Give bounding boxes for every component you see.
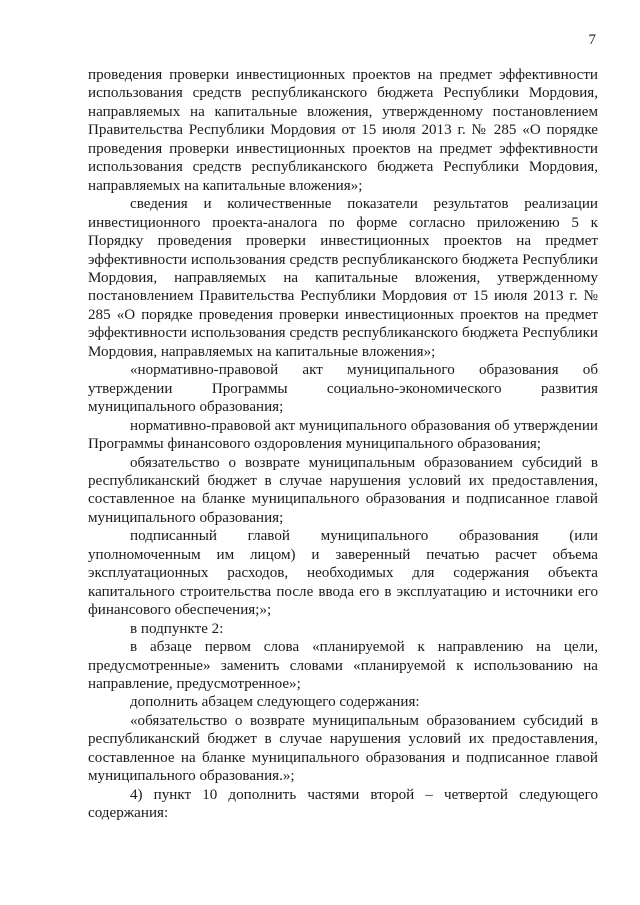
paragraph-operating-costs-calculation: подписанный главой муниципального образования (или уполномоченным им лицом) и заверенный печатью расчет объема эксплуатационных расходов, необходимых для содержания объекта капитального строительства после ввода его в эксплуатацию и источники его финансового обеспечения;»;	[88, 528, 598, 619]
document-body	[88, 66, 598, 823]
paragraph-analog-project-info: сведения и количественные показатели результатов реализации инвестиционного проекта-аналога по форме согласно приложению 5 к Порядку проведения проверки инвестиционных проектов на предмет эффективности использования средств республиканского бюджета Республики Мордовия, направляемых на капитальные вложения, утвержденному постановлением Правительства Республики Мордовия от 15 июля 2013 г. № 285 «О порядке проведения проверки инвестиционных проектов на предмет эффективности использования средств республиканского бюджета Республики Мордовия, направляемых на капитальные вложения»;	[88, 196, 598, 360]
paragraph-point-10: 4) пункт 10 дополнить частями второй – четвертой следующего содержания:	[88, 786, 598, 822]
paragraph-continuation: проведения проверки инвестиционных проектов на предмет эффективности использования средств республиканского бюджета Республики Мордовия, направляемых на капитальные вложения, утвержденному постановлением Правительства Республики Мордовия от 15 июля 2013 г. № 285 «О порядке проведения проверки инвестиционных проектов на предмет эффективности использования средств республиканского бюджета Республики Мордовия, направляемых на капитальные вложения»;	[88, 67, 598, 194]
paragraph-subsidy-return-obligation: обязательство о возврате муниципальным образованием субсидий в республиканский бюджет в случае нарушения условий их предоставления, составленное на бланке муниципального образования и подписанное главой муниципального образования;	[88, 454, 598, 526]
paragraph-subpoint-2: в подпункте 2:	[130, 620, 224, 637]
paragraph-first-abstract-replacement: в абзаце первом слова «планируемой к направлению на цели, предусмотренные» заменить словами «планируемой к использованию на направление, предусмотренное»;	[88, 639, 598, 692]
paragraph-financial-recovery-program: нормативно-правовой акт муниципального образования об утверждении Программы финансового оздоровления муниципального образования;	[88, 417, 598, 453]
paragraph-new-obligation: «обязательство о возврате муниципальным образованием субсидий в республиканский бюджет в случае нарушения условий их предоставления, составленное на бланке муниципального образования и подписанное главой муниципального образования.»;	[88, 712, 598, 785]
page-number: 7	[588, 32, 596, 48]
paragraph-add-abstract: дополнить абзацем следующего содержания:	[130, 694, 420, 711]
paragraph-socio-economic-program: «нормативно-правовой акт муниципального образования об утверждении Программы социально-экономического развития муниципального образования;	[88, 362, 598, 416]
